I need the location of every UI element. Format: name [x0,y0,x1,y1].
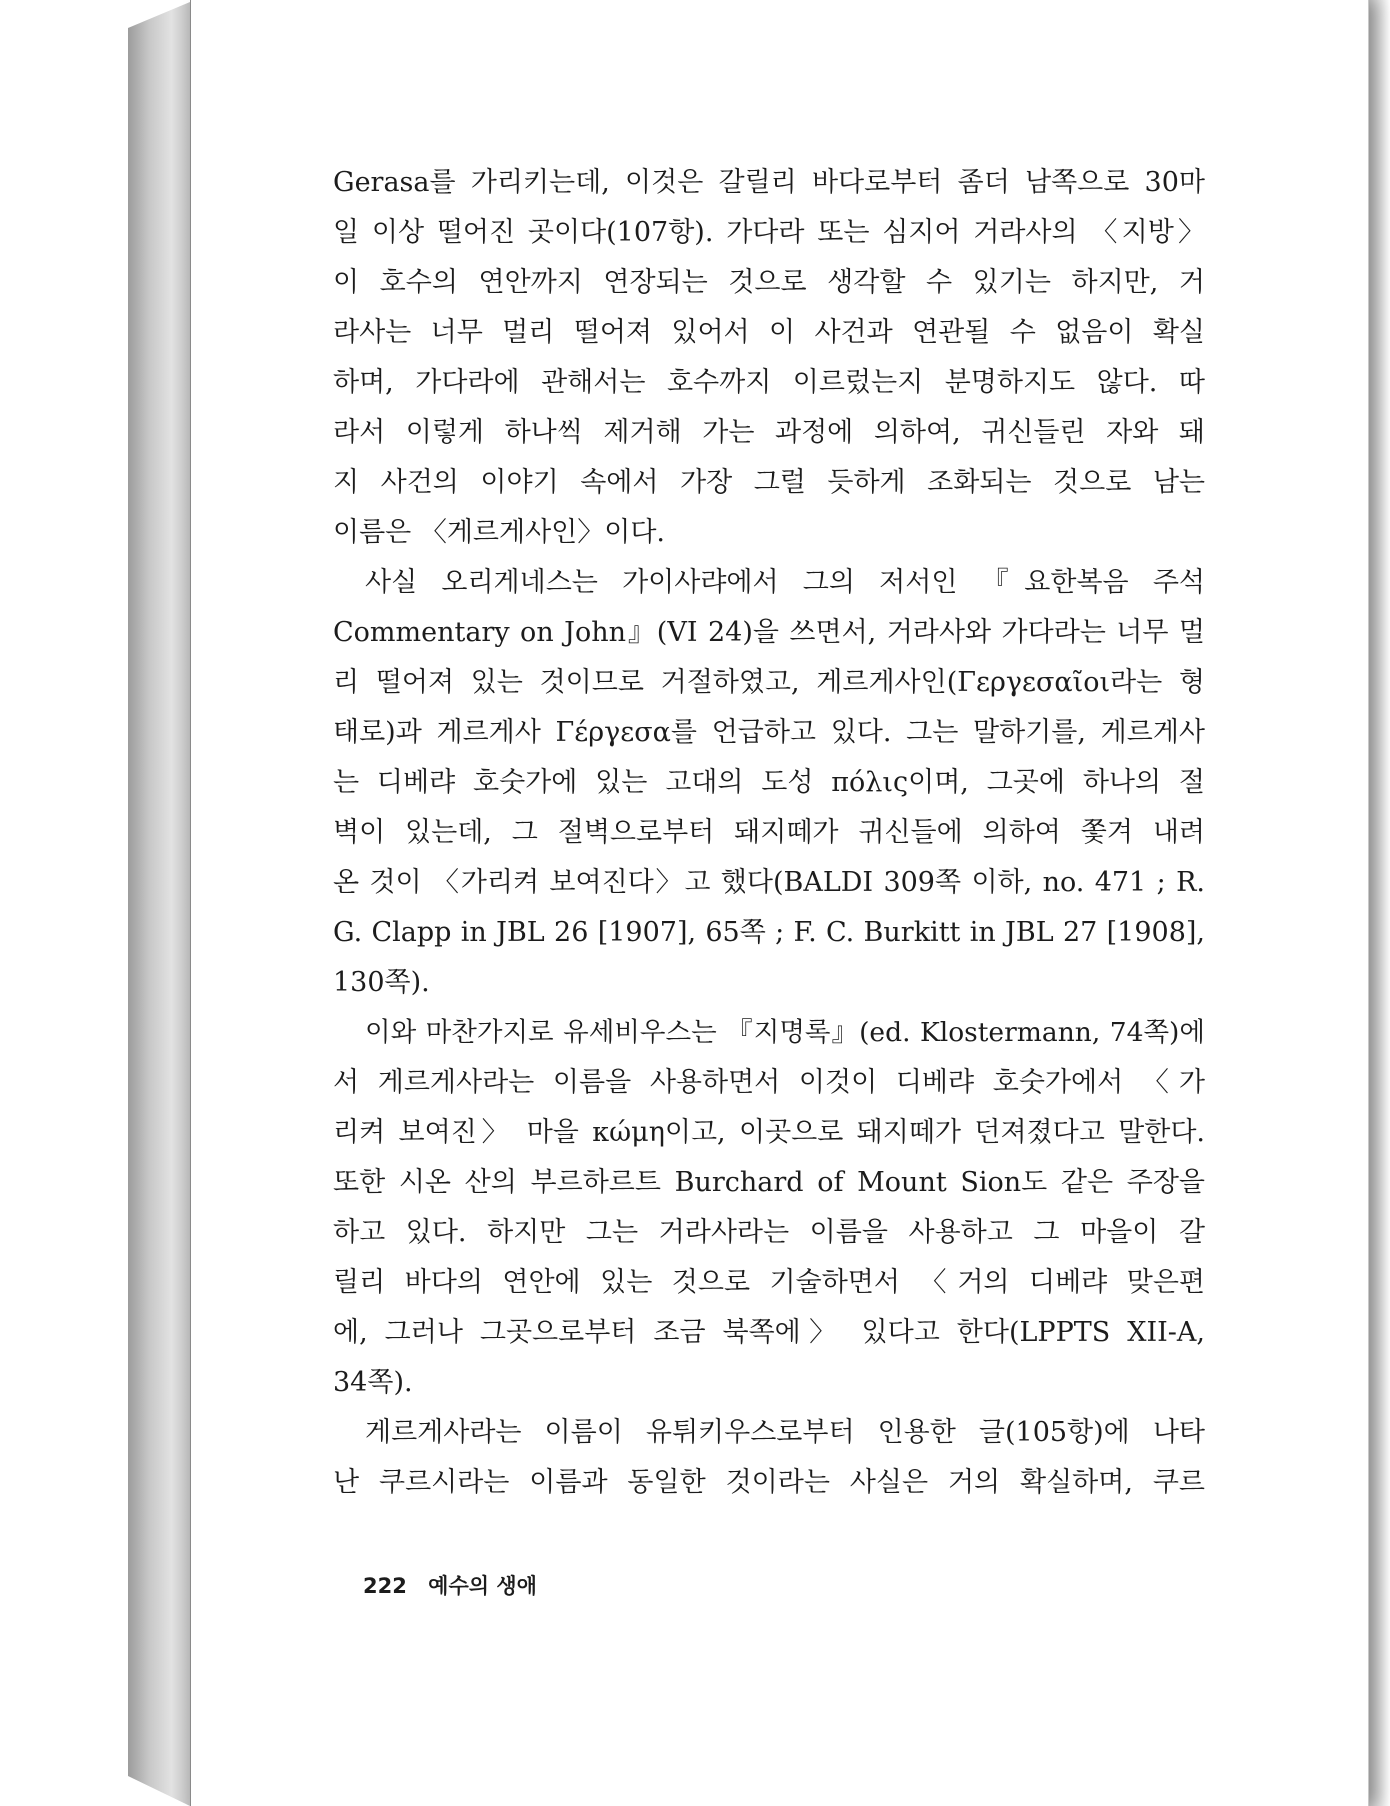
page-edge-shadow [1368,0,1390,1806]
paragraph [333,158,1205,558]
text-line: 온 것이 〈가리켜 보여진다〉고 했다(BALDI 309쪽 이하, no. 471 ; R. [333,867,1205,898]
text-line: G. Clapp in JBL 26 [1907], 65쪽 ; F. C. Burkitt in JBL 27 [1908], [333,917,1205,948]
book-spine [128,0,190,1806]
body-text [333,158,1205,1508]
text-line: 이름은 〈게르게사인〉이다. [333,517,665,548]
text-line: 또한 시온 산의 부르하르트 Burchard of Mount Sion도 같은 주장을 [333,1167,1205,1198]
text-line: 태로)과 게르게사 Γέργεσα를 언급하고 있다. 그는 말하기를, 게르게사 [333,717,1205,748]
text-line: 난 쿠르시라는 이름과 동일한 것이라는 사실은 거의 확실하며, 쿠르 [333,1467,1205,1498]
text-line: 는 디베랴 호숫가에 있는 고대의 도성 πόλις이며, 그곳에 하나의 절 [333,767,1205,798]
text-line: 사실 오리게네스는 가이사랴에서 그의 저서인 『요한복음 주석 [365,567,1205,598]
text-line: 지 사건의 이야기 속에서 가장 그럴 듯하게 조화되는 것으로 남는 [333,467,1205,498]
page-footer [363,1570,537,1600]
paragraph [333,558,1205,1008]
text-line: 게르게사라는 이름이 유튀키우스로부터 인용한 글(105항)에 나타 [365,1417,1205,1448]
paragraph [333,1408,1205,1508]
text-line: 하고 있다. 하지만 그는 거라사라는 이름을 사용하고 그 마을이 갈 [333,1217,1205,1248]
text-line: 라서 이렇게 하나씩 제거해 가는 과정에 의하여, 귀신들린 자와 돼 [333,417,1205,448]
text-line: 리 떨어져 있는 것이므로 거절하였고, 게르게사인(Γεργεσαῖοι라는 형 [333,667,1205,698]
text-line: 리켜 보여진〉 마을 κώμη이고, 이곳으로 돼지떼가 던져졌다고 말한다. [333,1117,1205,1148]
text-line: 라사는 너무 멀리 떨어져 있어서 이 사건과 연관될 수 없음이 확실 [333,317,1205,348]
text-line: 일 이상 떨어진 곳이다(107항). 가다라 또는 심지어 거라사의 〈지방〉 [333,217,1205,248]
paragraph [333,1008,1205,1408]
running-title: 예수의 생애 [428,1574,537,1598]
book-page [190,0,1369,1806]
text-line: 하며, 가다라에 관해서는 호수까지 이르렀는지 분명하지도 않다. 따 [333,367,1205,398]
text-line: Gerasa를 가리키는데, 이것은 갈릴리 바다로부터 좀더 남쪽으로 30마 [333,167,1205,198]
text-line: 이 호수의 연안까지 연장되는 것으로 생각할 수 있기는 하지만, 거 [333,267,1205,298]
page-number: 222 [363,1574,407,1598]
text-line: Commentary on John』(VI 24)을 쓰면서, 거라사와 가다라는 너무 멀 [333,617,1205,648]
text-line: 이와 마찬가지로 유세비우스는 『지명록』(ed. Klostermann, 74쪽)에 [365,1017,1205,1048]
text-line: 34쪽). [333,1367,413,1398]
text-line: 서 게르게사라는 이름을 사용하면서 이것이 디베랴 호숫가에서 〈가 [333,1067,1205,1098]
text-line: 130쪽). [333,967,430,998]
text-line: 벽이 있는데, 그 절벽으로부터 돼지떼가 귀신들에 의하여 쫓겨 내려 [333,817,1205,848]
text-line: 에, 그러나 그곳으로부터 조금 북쪽에〉 있다고 한다(LPPTS XII-A, [333,1317,1205,1348]
text-line: 릴리 바다의 연안에 있는 것으로 기술하면서 〈거의 디베랴 맞은편 [333,1267,1205,1298]
